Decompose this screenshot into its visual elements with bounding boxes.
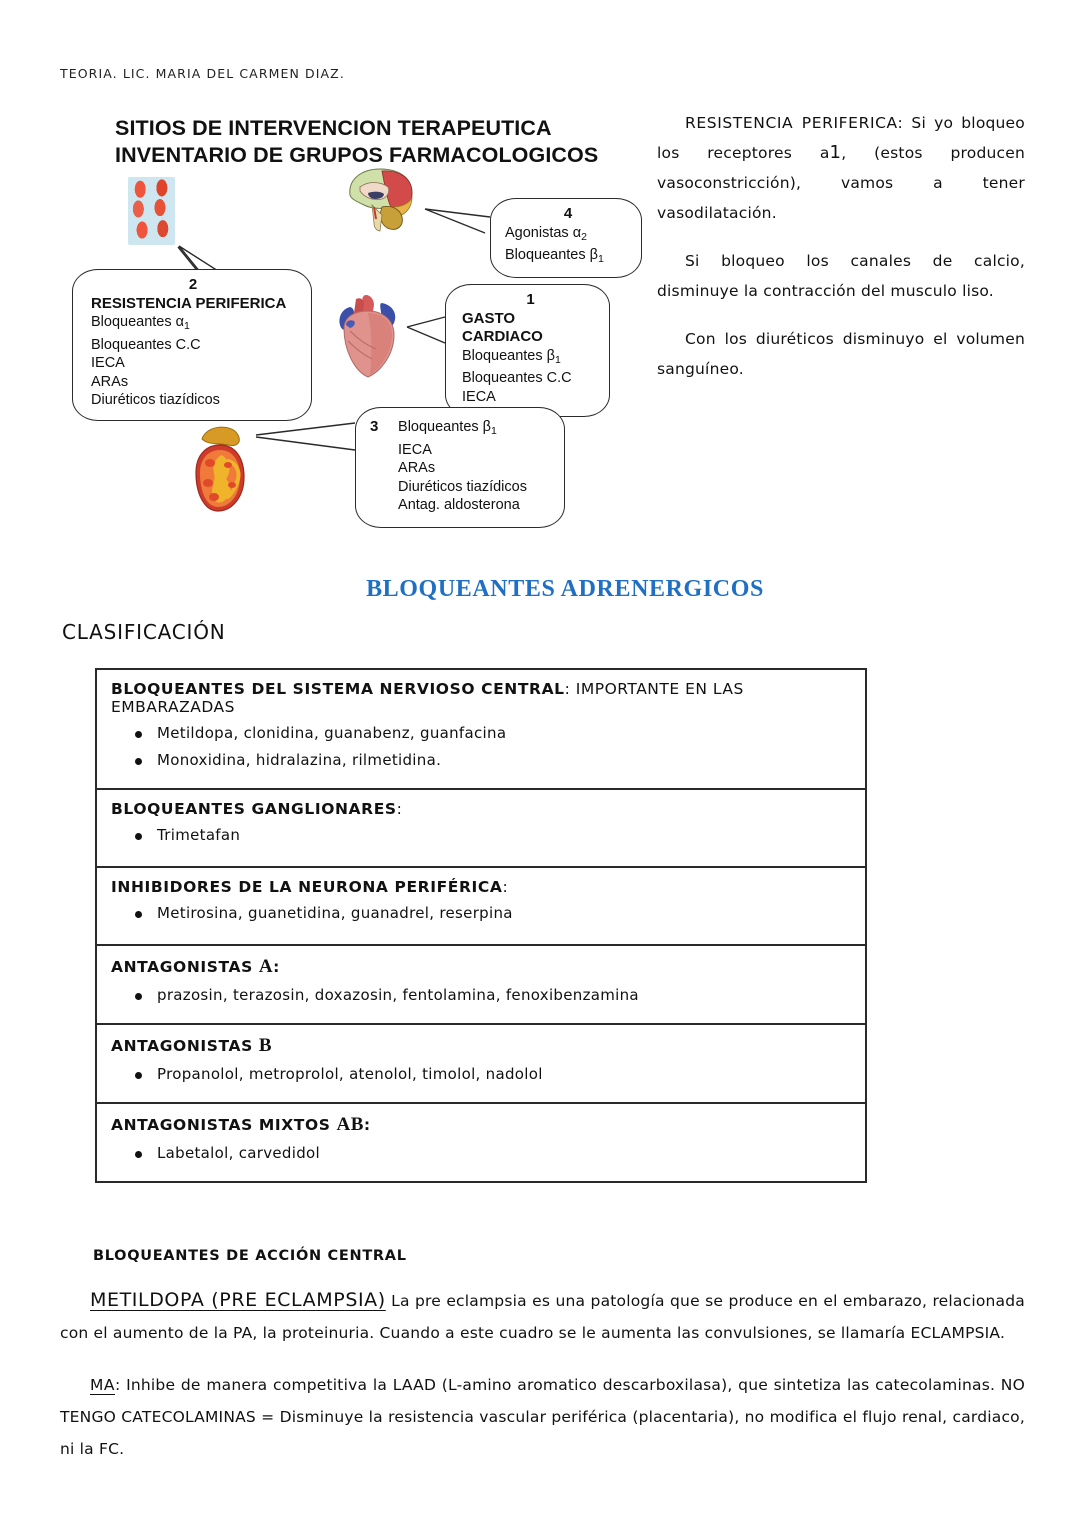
bottom-paragraph-2: MA: Inhibe de manera competitiva la LAAD (L-amino aromatico descarboxilasa), que sintetiza las catecolaminas. NO TENGO CATECOLAMINAS = Disminuye la resistencia vascular periférica (placentaria), no modifica el flujo renal, cardiaco, ni la FC. xyxy=(60,1376,1025,1458)
header-author-note: TEORIA. LIC. MARIA DEL CARMEN DIAZ. xyxy=(60,66,345,81)
callout-line: Diuréticos tiazídicos xyxy=(398,478,527,495)
callout-line: Antag. aldosterona xyxy=(398,497,520,513)
callout-line: Diuréticos tiazídicos xyxy=(91,392,220,408)
list-item: Monoxidina, hidralazina, rilmetidina. xyxy=(157,747,851,774)
table-row-heading: ANTAGONISTAS MIXTOS AB: xyxy=(111,1114,371,1135)
table-row xyxy=(97,790,865,868)
callout-line: IECA xyxy=(398,441,432,458)
callout-line: Agonistas $\alpha_2$ xyxy=(505,224,587,243)
callout-heading: GASTO CARDIACO xyxy=(462,309,543,345)
list-item: Propanolol, metroprolol, atenolol, timolol, nadolol xyxy=(157,1061,851,1088)
bottom-notes-heading: BLOQUEANTES DE ACCIÓN CENTRAL xyxy=(93,1248,407,1264)
kidney-icon xyxy=(188,417,254,517)
note-paragraph-2: Si bloqueo los canales de calcio, disminuye la contracción del musculo liso. xyxy=(657,252,1025,300)
diagram-title-line2: INVENTARIO DE GRUPOS FARMACOLOGICOS xyxy=(115,143,599,167)
bottom-paragraph-1: METILDOPA (PRE ECLAMPSIA) La pre eclampsia es una patología que se produce en el embarazo, relacionada con el aumento de la PA, la proteinuria. Cuando a este cuadro se le aumenta las convulsiones, se llamaría ECLAMPSIA. xyxy=(60,1289,1025,1342)
callout-line: Bloqueantes $\beta_1$ xyxy=(505,247,604,265)
callout-number: 2 xyxy=(188,276,198,293)
table-row-items xyxy=(111,720,851,774)
table-row-items xyxy=(111,822,851,849)
callout-number: 1 xyxy=(526,291,535,308)
clasificacion-label: CLASIFICACIÓN xyxy=(62,620,226,644)
note-paragraph-1: RESISTENCIA PERIFERICA: Si yo bloqueo los receptores a1, (estos producen vasoconstricción), vamos a tener vasodilatación. xyxy=(657,114,1025,222)
note-label: RESISTENCIA PERIFERICA: xyxy=(685,114,904,132)
callout-line: Bloqueantes $\beta_1$ xyxy=(398,419,497,437)
table-row xyxy=(97,1104,865,1183)
metildopa-underlined: METILDOPA (PRE ECLAMPSIA) xyxy=(90,1289,386,1311)
table-row xyxy=(97,1025,865,1104)
table-row-heading: ANTAGONISTAS A: xyxy=(111,956,280,977)
callout-line: ARAs xyxy=(91,373,129,390)
callout-line: IECA xyxy=(462,388,496,405)
callout-number: 4 xyxy=(563,205,573,222)
bottom-notes xyxy=(60,1248,1025,1465)
diagram-title-line1: SITIOS DE INTERVENCION TERAPEUTICA xyxy=(115,116,552,140)
table-row-items xyxy=(111,1061,851,1088)
table-row-heading: BLOQUEANTES GANGLIONARES: xyxy=(111,800,403,818)
table-row xyxy=(97,946,865,1025)
table-row xyxy=(97,868,865,946)
page-title: BLOQUEANTES ADRENERGICOS xyxy=(366,576,764,602)
table-row-heading: ANTAGONISTAS B xyxy=(111,1035,273,1056)
right-side-notes xyxy=(657,108,1025,402)
table-row-items xyxy=(111,1140,851,1167)
note-paragraph-3: Con los diuréticos disminuyo el volumen sanguíneo. xyxy=(657,330,1025,378)
table-row-heading: INHIBIDORES DE LA NEURONA PERIFÉRICA: xyxy=(111,878,509,896)
callout-line: Bloqueantes C.C xyxy=(462,370,572,386)
list-item: Metirosina, guanetidina, guanadrel, reserpina xyxy=(157,900,851,927)
table-row-items xyxy=(111,900,851,927)
callout-number: 3 xyxy=(370,418,379,435)
callout-resistencia-periferica xyxy=(72,269,312,421)
pharmacology-diagram xyxy=(60,105,660,530)
table-row-items xyxy=(111,982,851,1009)
callout-renal xyxy=(355,407,565,528)
callout-gasto-cardiaco xyxy=(445,284,610,417)
smooth-muscle-icon xyxy=(128,177,175,245)
callout-line: ARAs xyxy=(398,460,436,476)
heart-icon xyxy=(332,291,404,383)
classification-table xyxy=(95,668,867,1183)
ma-underlined: MA xyxy=(90,1376,115,1394)
callout-line: Bloqueantes $\alpha_1$ xyxy=(91,314,190,332)
callout-line: Bloqueantes C.C xyxy=(91,336,201,353)
list-item: Trimetafan xyxy=(157,822,851,849)
table-row xyxy=(97,670,865,790)
table-row-heading: BLOQUEANTES DEL SISTEMA NERVIOSO CENTRAL: IMPORTANTE EN LAS EMBARAZADAS xyxy=(111,680,744,716)
brain-icon xyxy=(342,163,420,233)
callout-heading: RESISTENCIA PERIFERICA xyxy=(91,294,287,312)
callout-line: Bloqueantes $\beta_1$ xyxy=(462,347,561,366)
list-item: prazosin, terazosin, doxazosin, fentolamina, fenoxibenzamina xyxy=(157,982,851,1009)
callout-agonistas-alfa2 xyxy=(490,198,642,278)
callout-line-group xyxy=(398,418,527,515)
list-item: Labetalol, carvedidol xyxy=(157,1140,851,1167)
callout-line: IECA xyxy=(91,355,125,371)
list-item: Metildopa, clonidina, guanabenz, guanfacina xyxy=(157,720,851,747)
